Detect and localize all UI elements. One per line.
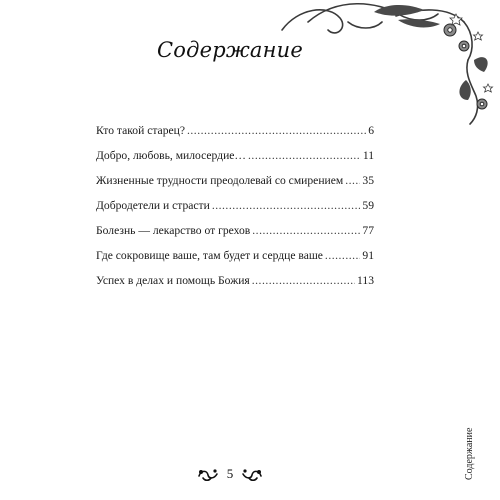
running-header-side: Содержание xyxy=(464,427,475,480)
toc-entry-title: Успех в делах и помощь Божия xyxy=(96,274,250,287)
toc-entry-title: Кто такой старец? xyxy=(96,124,185,137)
dot-leader xyxy=(212,193,361,218)
flourish-right-icon xyxy=(241,466,263,482)
dot-leader xyxy=(252,218,360,243)
toc-entry[interactable] xyxy=(96,193,374,218)
toc-entry[interactable] xyxy=(96,118,374,143)
page-footer xyxy=(0,466,460,482)
toc-entry[interactable] xyxy=(96,243,374,268)
toc-entry-title: Добродетели и страсти xyxy=(96,199,210,212)
toc-entry[interactable] xyxy=(96,143,374,168)
toc-entry-page: 11 xyxy=(362,149,374,162)
dot-leader xyxy=(252,268,355,293)
toc-entry-page: 113 xyxy=(357,274,374,287)
dot-leader xyxy=(345,168,360,193)
toc-entry[interactable] xyxy=(96,268,374,293)
toc-entry-page: 59 xyxy=(362,199,374,212)
toc-entry-title: Болезнь — лекарство от грехов xyxy=(96,224,251,237)
dot-leader xyxy=(248,143,361,168)
toc-entry-page: 35 xyxy=(362,174,374,187)
table-of-contents xyxy=(96,118,374,293)
toc-entry-title: Жизненные трудности преодолевай со смирением xyxy=(96,174,344,187)
dot-leader xyxy=(187,118,366,143)
flourish-left-icon xyxy=(197,466,219,482)
toc-entry-title: Добро, любовь, милосердие… xyxy=(96,149,247,162)
toc-entry-title: Где сокровище ваше, там будет и сердце ваше xyxy=(96,249,323,262)
floral-corner-ornament-icon xyxy=(278,0,500,130)
toc-entry[interactable] xyxy=(96,218,374,243)
toc-entry-page: 6 xyxy=(368,124,374,137)
page-number: 5 xyxy=(226,466,234,481)
page-title: Содержание xyxy=(156,38,304,62)
toc-entry[interactable] xyxy=(96,168,374,193)
toc-entry-page: 91 xyxy=(362,249,374,262)
toc-entry-page: 77 xyxy=(362,224,374,237)
dot-leader xyxy=(325,243,360,268)
